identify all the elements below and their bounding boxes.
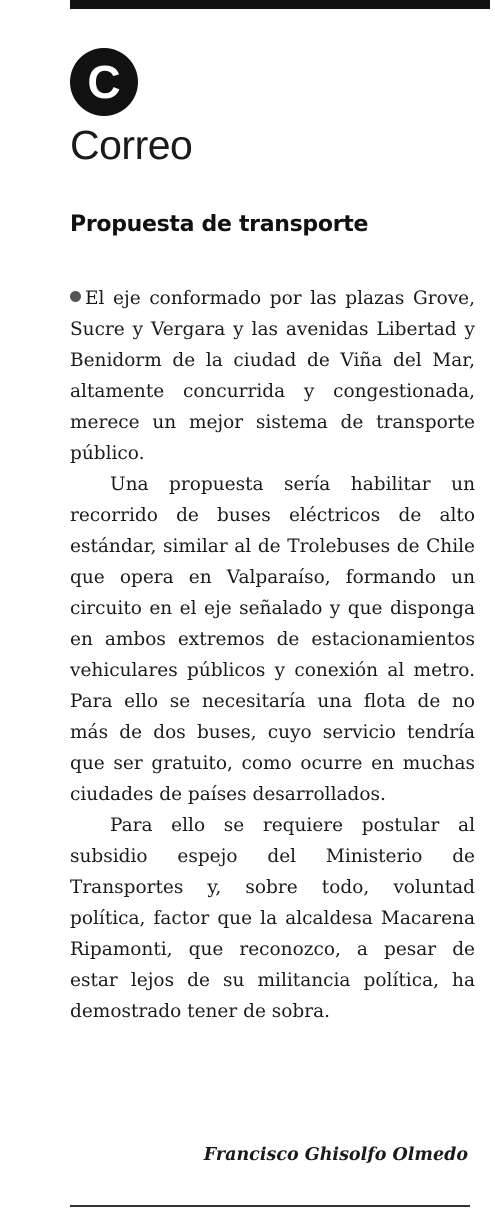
letter-paragraph-1 — [70, 283, 475, 469]
letter-paragraph-3: Para ello se requiere postular al subsidio espejo del Ministerio de Transportes y, sobre todo, voluntad política, factor que la alcaldesa Macarena Ripamonti, que reconozco, a pesar de estar lejos de su militancia política, ha demostrado tener de sobra. — [70, 815, 475, 1022]
letter-paragraph-1-text: El eje conformado por las plazas Grove, Sucre y Vergara y las avenidas Libertad y Benidorm de la ciudad de Viña del Mar, altamente concurrida y congestionada, merece un mejor sistema de transporte público. — [70, 288, 475, 464]
letter-signature: Francisco Ghisolfo Olmedo — [203, 1145, 468, 1165]
letter-body — [70, 283, 475, 1027]
section-title: Correo — [70, 122, 193, 168]
section-badge-icon: C — [70, 48, 138, 116]
bottom-rule — [70, 1205, 470, 1207]
top-rule — [70, 0, 490, 9]
letter-headline: Propuesta de transporte — [70, 212, 369, 237]
letter-paragraph-2: Una propuesta sería habilitar un recorrido de buses eléctricos de alto estándar, similar al de Trolebuses de Chile que opera en Valparaíso, formando un circuito en el eje señalado y que disponga en ambos extremos de estacionamientos vehiculares públicos y conexión al metro. Para ello se necesitaría una flota de no más de dos buses, cuyo servicio tendría que ser gratuito, como ocurre en muchas ciudades de países desarrollados. — [70, 474, 475, 805]
bullet-icon — [70, 291, 81, 302]
